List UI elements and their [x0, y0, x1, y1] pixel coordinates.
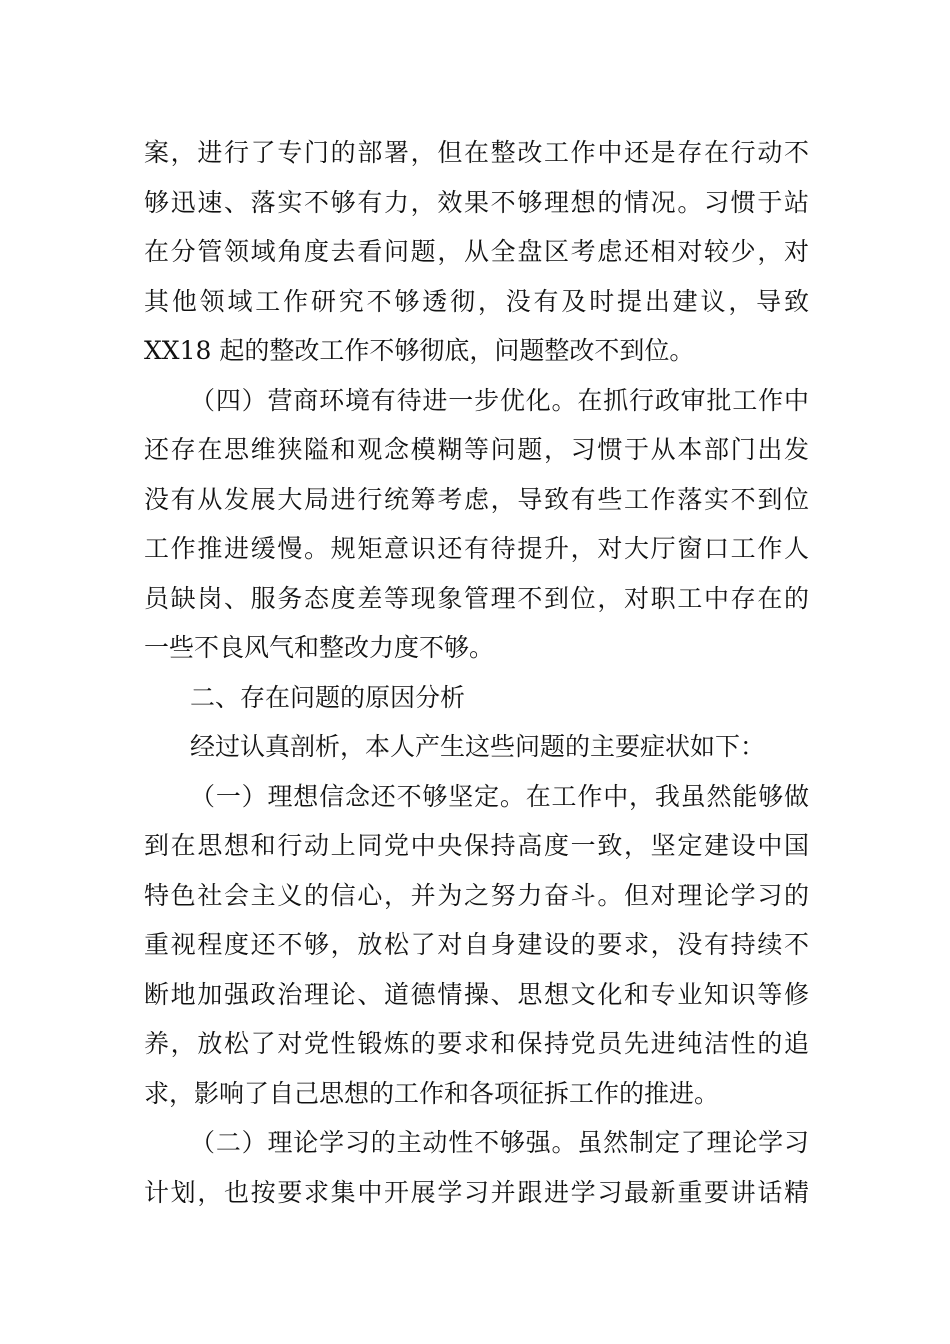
text-line: 还存在思维狭隘和观念模糊等问题，习惯于从本部门出发 — [144, 435, 809, 464]
text-line: XX18 起的整改工作不够彻底，问题整改不到位。 — [144, 336, 695, 365]
paragraph-first-line: （二）理论学习的主动性不够强。虽然制定了理论学习 — [190, 1128, 809, 1157]
text-line: 计划，也按要求集中开展学习并跟进学习最新重要讲话精 — [144, 1177, 809, 1207]
text-line: 案，进行了专门的部署，但在整改工作中还是存在行动不 — [144, 138, 809, 167]
text-line: 没有从发展大局进行统筹考虑，导致有些工作落实不到位 — [144, 484, 809, 514]
text-line: 一些不良风气和整改力度不够。 — [144, 633, 495, 662]
text-line: 求，影响了自己思想的工作和各项征拆工作的推进。 — [144, 1078, 720, 1108]
paragraph-first-line: （一）理想信念还不够坚定。在工作中，我虽然能够做 — [190, 781, 809, 811]
text-line: 断地加强政治理论、道德情操、思想文化和专业知识等修 — [144, 979, 809, 1009]
text-line: 养，放松了对党性锻炼的要求和保持党员先进纯洁性的追 — [144, 1029, 809, 1058]
document-body — [144, 128, 809, 1217]
text-line: 在分管领域角度去看问题，从全盘区考虑还相对较少，对 — [144, 237, 809, 266]
section-heading: 二、存在问题的原因分析 — [190, 682, 466, 712]
paragraph-first-line: （四）营商环境有待进一步优化。在抓行政审批工作中 — [190, 385, 809, 415]
text-line: 其他领域工作研究不够透彻，没有及时提出建议，导致 — [144, 286, 809, 316]
text-line: 到在思想和行动上同党中央保持高度一致，坚定建设中国 — [144, 831, 809, 860]
text-line: 员缺岗、服务态度差等现象管理不到位，对职工中存在的 — [144, 583, 809, 613]
text-line: 重视程度还不够，放松了对自身建设的要求，没有持续不 — [144, 930, 809, 959]
text-line: 工作推进缓慢。规矩意识还有待提升，对大厅窗口工作人 — [144, 534, 809, 563]
text-line: 够迅速、落实不够有力，效果不够理想的情况。习惯于站 — [144, 187, 809, 217]
paragraph-first-line: 经过认真剖析，本人产生这些问题的主要症状如下： — [190, 732, 766, 761]
text-line: 特色社会主义的信心，并为之努力奋斗。但对理论学习的 — [144, 880, 809, 910]
